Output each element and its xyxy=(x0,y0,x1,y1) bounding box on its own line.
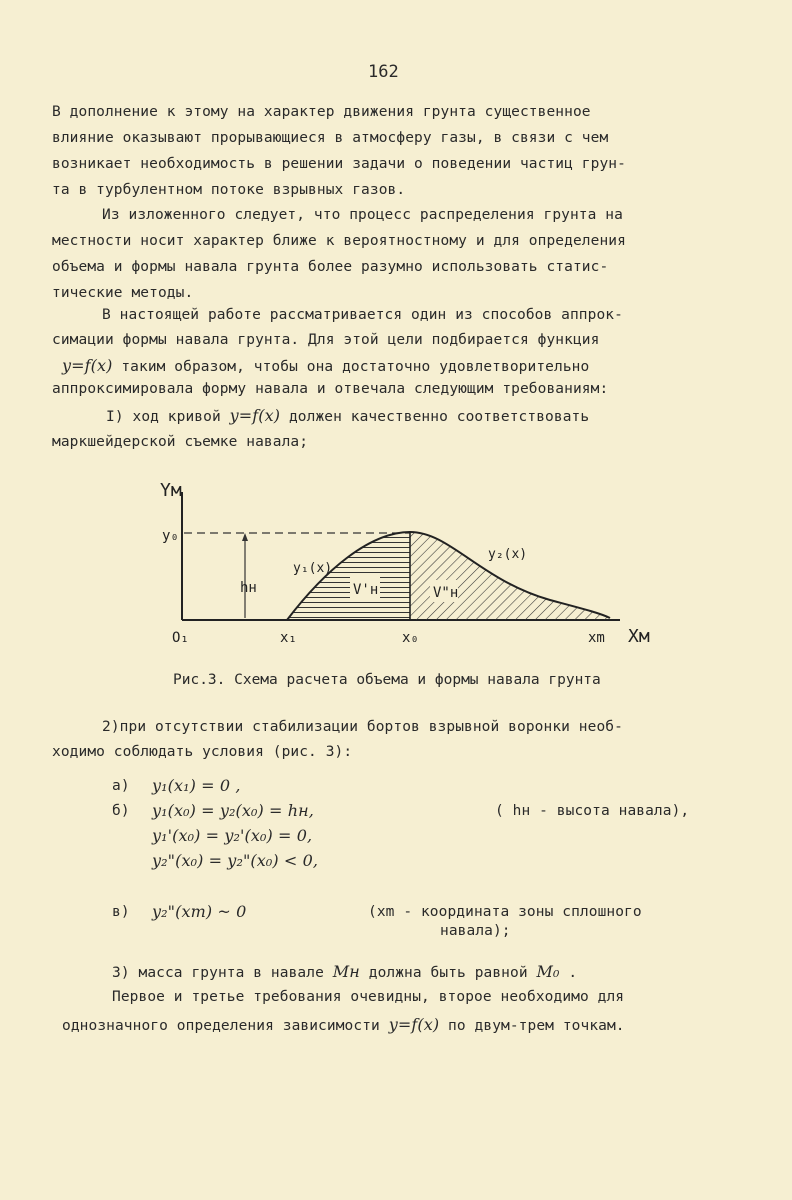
page-number: 162 xyxy=(368,62,399,82)
condition-b-label: б) xyxy=(112,803,130,819)
paragraph-line: Первое и третье требования очевидны, второе необходимо для xyxy=(112,989,625,1005)
x-axis-label: Xм xyxy=(628,626,650,647)
paragraph-line: возникает необходимость в решении задачи о поведении частиц грун- xyxy=(52,156,626,172)
paragraph-line: влияние оказывают прорывающиеся в атмосферу газы, в связи с чем xyxy=(52,130,609,146)
text-span: I) ход кривой xyxy=(106,409,221,425)
region-v2 xyxy=(410,532,610,620)
x0-label: x₀ xyxy=(402,630,419,646)
function-formula: y=f(x) xyxy=(229,406,281,425)
paragraph-line: 2)при отсутствии стабилизации бортов взрывной воронки необ- xyxy=(102,719,623,735)
height-note: ( hн - высота навала), xyxy=(495,803,690,819)
condition-v-label: в) xyxy=(112,904,130,920)
condition-a-equation: y₁(x₁) = 0 , xyxy=(152,776,241,795)
mass-symbol: Mн xyxy=(332,962,360,981)
paragraph-line: тические методы. xyxy=(52,285,194,301)
paragraph-line: аппроксимировала форму навала и отвечала следующим требованиям: xyxy=(52,381,609,397)
text-span: 3) масса грунта в навале xyxy=(112,965,324,981)
text-span: . xyxy=(568,965,578,981)
condition-a-label: а) xyxy=(112,778,130,794)
paragraph-line: объема и формы навала грунта более разумно использовать статис- xyxy=(52,259,609,275)
curve1-label: y₁(x) xyxy=(293,561,333,576)
condition-v-equation: y₂"(xm) ~ 0 xyxy=(152,902,247,921)
paragraph-line xyxy=(112,962,577,981)
function-formula: y=f(x) xyxy=(62,356,113,375)
coordinate-note: навала); xyxy=(440,923,511,939)
y-axis-label: Yм xyxy=(160,480,182,501)
figure-3-diagram xyxy=(150,470,690,650)
mass-symbol: M₀ xyxy=(536,962,560,981)
paragraph-line: Из изложенного следует, что процесс распределения грунта на xyxy=(102,207,623,223)
condition-b-equation-1: y₁(x₀) = y₂(x₀) = hн, xyxy=(152,801,314,820)
paragraph-line: В дополнение к этому на характер движения грунта существенное xyxy=(52,104,591,120)
coordinate-note: (xm - координата зоны сплошного xyxy=(368,904,642,920)
hn-label: hн xyxy=(240,580,257,596)
paragraph-line xyxy=(106,406,589,425)
region-v1 xyxy=(287,532,410,620)
condition-b-equation-2: y₁'(x₀) = y₂'(x₀) = 0, xyxy=(152,826,313,845)
x1-label: x₁ xyxy=(280,630,297,646)
text-span: должен качественно соответствовать xyxy=(288,409,590,425)
function-formula: y=f(x) xyxy=(388,1015,440,1034)
curve2-label: y₂(x) xyxy=(488,547,528,562)
paragraph-line: симации формы навала грунта. Для этой цели подбирается функция xyxy=(52,332,600,348)
hn-arrowhead xyxy=(242,533,248,541)
paragraph-line xyxy=(62,1015,625,1034)
condition-b-equation-3: y₂"(x₀) = y₂"(x₀) < 0, xyxy=(152,851,319,870)
paragraph-line xyxy=(62,356,589,375)
origin-label: O₁ xyxy=(172,630,189,646)
paragraph-line: местности носит характер ближе к вероятностному и для определения xyxy=(52,233,626,249)
paragraph-line: маркшейдерской съемке навала; xyxy=(52,434,309,450)
text-span: однозначного определения зависимости xyxy=(62,1018,380,1034)
v1-label: V'н xyxy=(353,582,379,598)
v2-label: V"н xyxy=(433,585,459,601)
paragraph-line: ходимо соблюдать условия (рис. 3): xyxy=(52,744,353,760)
figure-caption: Рис.3. Схема расчета объема и формы навала грунта xyxy=(173,672,601,688)
xm-label: xm xyxy=(588,630,605,646)
text-span: должна быть равной xyxy=(368,965,528,981)
paragraph-line: та в турбулентном потоке взрывных газов. xyxy=(52,182,406,198)
text-span: таким образом, чтобы она достаточно удовлетворительно xyxy=(121,359,590,375)
text-span: по двум-трем точкам. xyxy=(448,1018,625,1034)
y0-label: y₀ xyxy=(162,528,179,544)
paragraph-line: В настоящей работе рассматривается один из способов аппрок- xyxy=(102,307,623,323)
